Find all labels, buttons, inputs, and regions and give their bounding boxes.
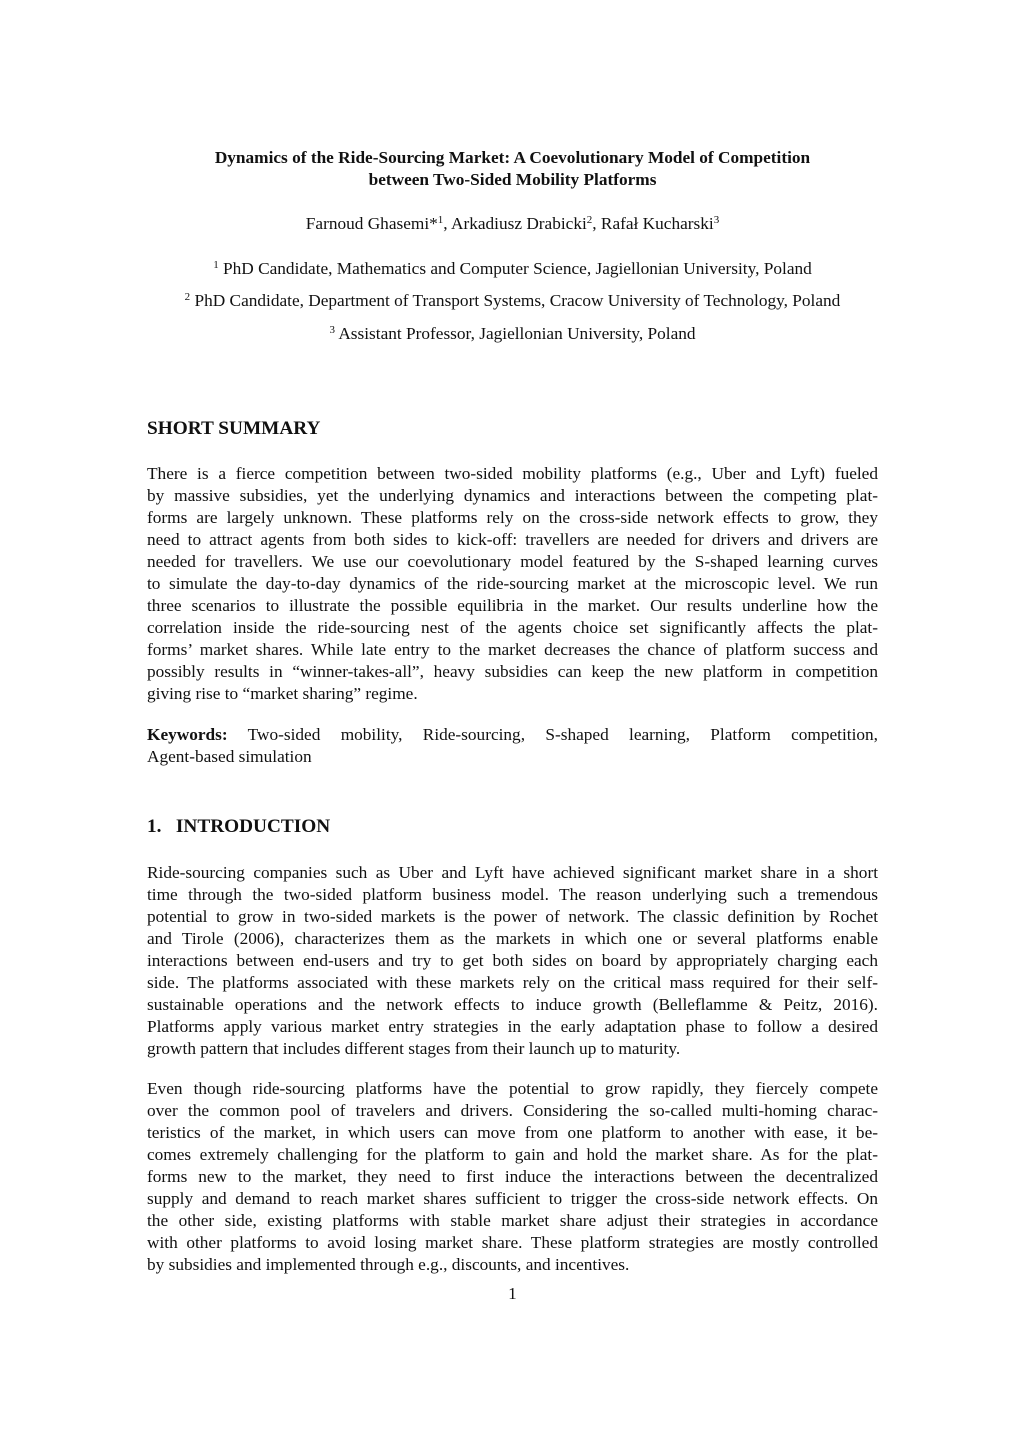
author-list: Farnoud Ghasemi*$^1$, Arkadiusz Drabicki$^2$, Rafał Kucharski$^3$	[305, 214, 720, 233]
affiliation-2	[147, 290, 878, 312]
summary-line: to simulate the day-to-day dynamics of the ride-sourcing market at the microscopic level. We run	[147, 573, 878, 593]
author-affiliation-mark: 3	[713, 214, 720, 226]
intro-line: by subsidies and implemented through e.g., discounts, and incentives.	[147, 1254, 630, 1274]
summary-line: giving rise to “market sharing” regime.	[147, 683, 418, 703]
introduction-paragraph-2	[147, 1078, 878, 1276]
intro-line: and Tirole (2006), characterizes them as the markets in which one or several platforms enable	[147, 928, 878, 948]
introduction-paragraph-1	[147, 862, 878, 1060]
summary-line: forms’ market shares. While late entry to the market decreases the chance of platform success and	[147, 639, 878, 659]
summary-line: needed for travellers. We use our coevolutionary model featured by the S-shaped learning curves	[147, 551, 878, 571]
keywords-text: Two-sided mobility, Ride-sourcing, S-shaped learning, Platform competition,	[227, 725, 878, 744]
intro-line: side. The platforms associated with these markets rely on the critical mass required for their self-	[147, 972, 878, 992]
summary-line: forms are largely unknown. These platforms rely on the cross-side network effects to grow, they	[147, 507, 878, 527]
intro-line: Even though ride-sourcing platforms have the potential to grow rapidly, they fiercely compete	[147, 1079, 878, 1098]
keywords-line-2: Agent-based simulation	[147, 746, 312, 766]
intro-line: forms new to the market, they need to first induce the interactions between the decentralized	[147, 1166, 878, 1186]
keywords-label: Keywords:	[147, 725, 228, 744]
page-number: 1	[508, 1284, 517, 1303]
intro-line: over the common pool of travelers and drivers. Considering the so-called multi-homing charac-	[147, 1100, 878, 1120]
author-name: Farnoud Ghasemi*	[305, 214, 438, 233]
intro-line: supply and demand to reach market shares sufficient to trigger the cross-side network effects. On	[147, 1188, 878, 1208]
title-line-2: between Two-Sided Mobility Platforms	[368, 170, 657, 189]
author-affiliation-mark: 1	[437, 214, 444, 226]
author-name: Arkadiusz Drabicki	[450, 214, 587, 233]
keywords-paragraph	[147, 724, 878, 768]
affiliation-text: Assistant Professor, Jagiellonian University, Poland	[338, 324, 696, 343]
intro-line: teristics of the market, in which users can move from one platform to another with ease, it be-	[147, 1122, 878, 1142]
summary-line: possibly results in “winner-takes-all”, heavy subsidies can keep the new platform in competition	[147, 661, 878, 681]
intro-line: the other side, existing platforms with stable market share adjust their strategies in accordance	[147, 1210, 878, 1230]
affiliation-3	[147, 323, 878, 345]
intro-line: sustainable operations and the network effects to induce growth (Belleflamme & Peitz, 2016).	[147, 994, 878, 1014]
introduction-heading: 1. INTRODUCTION	[147, 816, 331, 837]
paper-title	[147, 147, 878, 191]
intro-line: Ride-sourcing companies such as Uber and Lyft have achieved significant market share in a short	[147, 863, 878, 882]
affiliation-text: PhD Candidate, Mathematics and Computer Science, Jagiellonian University, Poland	[223, 259, 812, 278]
author-name: Rafał Kucharski	[600, 214, 714, 233]
summary-line: need to attract agents from both sides to kick-off: travellers are needed for drivers and drivers are	[147, 529, 878, 549]
short-summary-heading: SHORT SUMMARY	[147, 418, 321, 439]
intro-line: with other platforms to avoid losing market share. These platform strategies are mostly controlled	[147, 1232, 878, 1252]
affiliation-mark: 3	[329, 324, 335, 336]
affiliation-text: PhD Candidate, Department of Transport Systems, Cracow University of Technology, Poland	[194, 291, 841, 310]
title-line-1: Dynamics of the Ride-Sourcing Market: A Coevolutionary Model of Competition	[214, 148, 811, 167]
intro-line: Platforms apply various market entry strategies in the early adaptation phase to follow a desired	[147, 1016, 878, 1036]
intro-line: time through the two-sided platform business model. The reason underlying such a tremendous	[147, 884, 878, 904]
intro-line: growth pattern that includes different stages from their launch up to maturity.	[147, 1038, 681, 1058]
author-affiliation-mark: 2	[586, 214, 593, 226]
short-summary-paragraph	[147, 463, 878, 704]
affiliation-mark: 1	[213, 259, 219, 271]
summary-line: There is a fierce competition between two-sided mobility platforms (e.g., Uber and Lyft) fueled	[147, 464, 878, 483]
paper-page	[147, 0, 878, 1448]
keywords-line	[147, 724, 878, 746]
summary-line: by massive subsidies, yet the underlying dynamics and interactions between the competing plat-	[147, 485, 878, 505]
affiliation-1	[147, 258, 878, 280]
affiliation-mark: 2	[184, 291, 191, 303]
intro-line: interactions between end-users and try to get both sides on board by appropriately charging each	[147, 950, 878, 970]
intro-line: potential to grow in two-sided markets is the power of network. The classic definition by Rochet	[147, 906, 878, 926]
summary-line: correlation inside the ride-sourcing nest of the agents choice set significantly affects the plat-	[147, 617, 878, 637]
summary-line: three scenarios to illustrate the possible equilibria in the market. Our results underline how the	[147, 595, 878, 615]
intro-line: comes extremely challenging for the platform to gain and hold the market share. As for the plat-	[147, 1144, 878, 1164]
